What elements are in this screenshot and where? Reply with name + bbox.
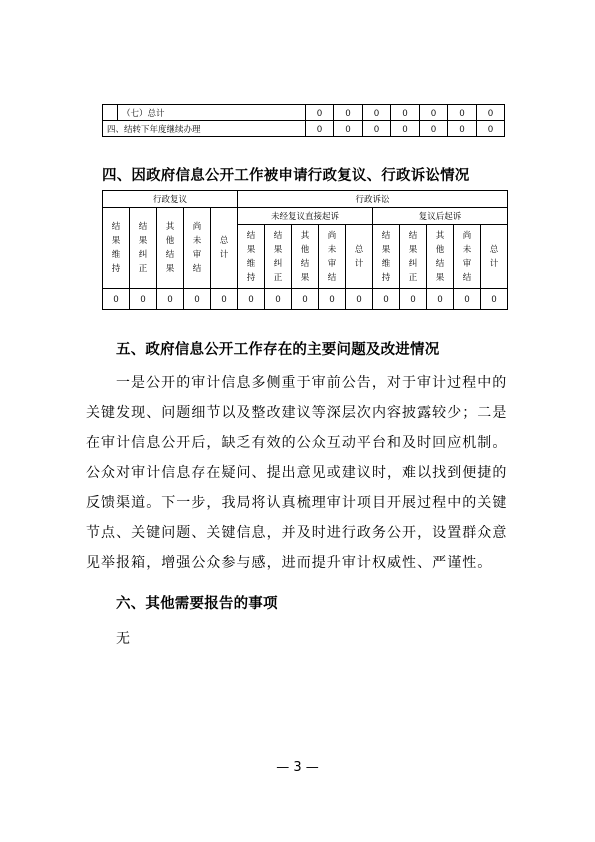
col-header: 总计 xyxy=(489,244,499,269)
col-header: 其他结果 xyxy=(165,222,175,274)
disposal-summary-table xyxy=(102,104,505,137)
paragraph-line: 节点、关键问题、关键信息，并及时进行政务公开，设置群众意 xyxy=(86,525,508,541)
col-header: 结果维持 xyxy=(381,230,391,283)
col-header: 结果纠正 xyxy=(408,230,418,283)
paragraph-line: 关键发现、问题细节以及整改建议等深层次内容披露较少；二是 xyxy=(86,405,508,421)
paragraph-line: 反馈渠道。下一步，我局将认真梳理审计项目开展过程中的关键 xyxy=(86,495,508,511)
section-heading: 四、因政府信息公开工作被申请行政复议、行政诉讼情况 xyxy=(102,168,470,184)
col-header: 结果维持 xyxy=(111,222,121,274)
group-header-litigation: 行政诉讼 xyxy=(238,191,508,208)
col-header: 其他结果 xyxy=(300,230,310,283)
page-number: — 3 — xyxy=(276,760,319,775)
review-litigation-table xyxy=(102,190,508,310)
paragraph-line: 一是公开的审计信息多侧重于审前公告，对于审计过程中的 xyxy=(116,375,508,391)
section-body: 无 xyxy=(116,631,132,647)
group-header-review: 行政复议 xyxy=(103,191,238,208)
col-header: 总计 xyxy=(219,236,229,260)
col-header: 尚未审结 xyxy=(462,230,472,283)
section-heading: 六、其他需要报告的事项 xyxy=(116,596,278,612)
col-header: 尚未审结 xyxy=(327,230,337,283)
paragraph-line: 公众对审计信息存在疑问、提出意见或建议时，难以找到便捷的 xyxy=(86,465,508,481)
col-header: 结果纠正 xyxy=(273,230,283,283)
subgroup-header-direct: 未经复议直接起诉 xyxy=(238,208,373,225)
paragraph-line: 在审计信息公开后，缺乏有效的公众互动平台和及时回应机制。 xyxy=(86,435,508,451)
row-label: （七）总计 xyxy=(118,105,306,121)
col-header: 尚未审结 xyxy=(192,222,202,274)
row-label: 四、结转下年度继续办理 xyxy=(103,121,306,137)
table-row: （七）总计 0 0 0 0 0 0 0 xyxy=(103,105,505,121)
table-row: 0 0 0 0 0 0 0 0 0 0 0 0 0 0 0 xyxy=(103,289,508,310)
col-header: 结果纠正 xyxy=(138,222,148,274)
col-header: 其他结果 xyxy=(435,230,445,283)
paragraph-line: 见举报箱，增强公众参与感，进而提升审计权威性、严谨性。 xyxy=(86,555,493,571)
col-header: 结果维持 xyxy=(246,230,256,283)
col-header: 总计 xyxy=(354,244,364,269)
subgroup-header-after-review: 复议后起诉 xyxy=(373,208,508,225)
table-row: 四、结转下年度继续办理 0 0 0 0 0 0 0 xyxy=(103,121,505,137)
section-heading: 五、政府信息公开工作存在的主要问题及改进情况 xyxy=(116,342,440,358)
